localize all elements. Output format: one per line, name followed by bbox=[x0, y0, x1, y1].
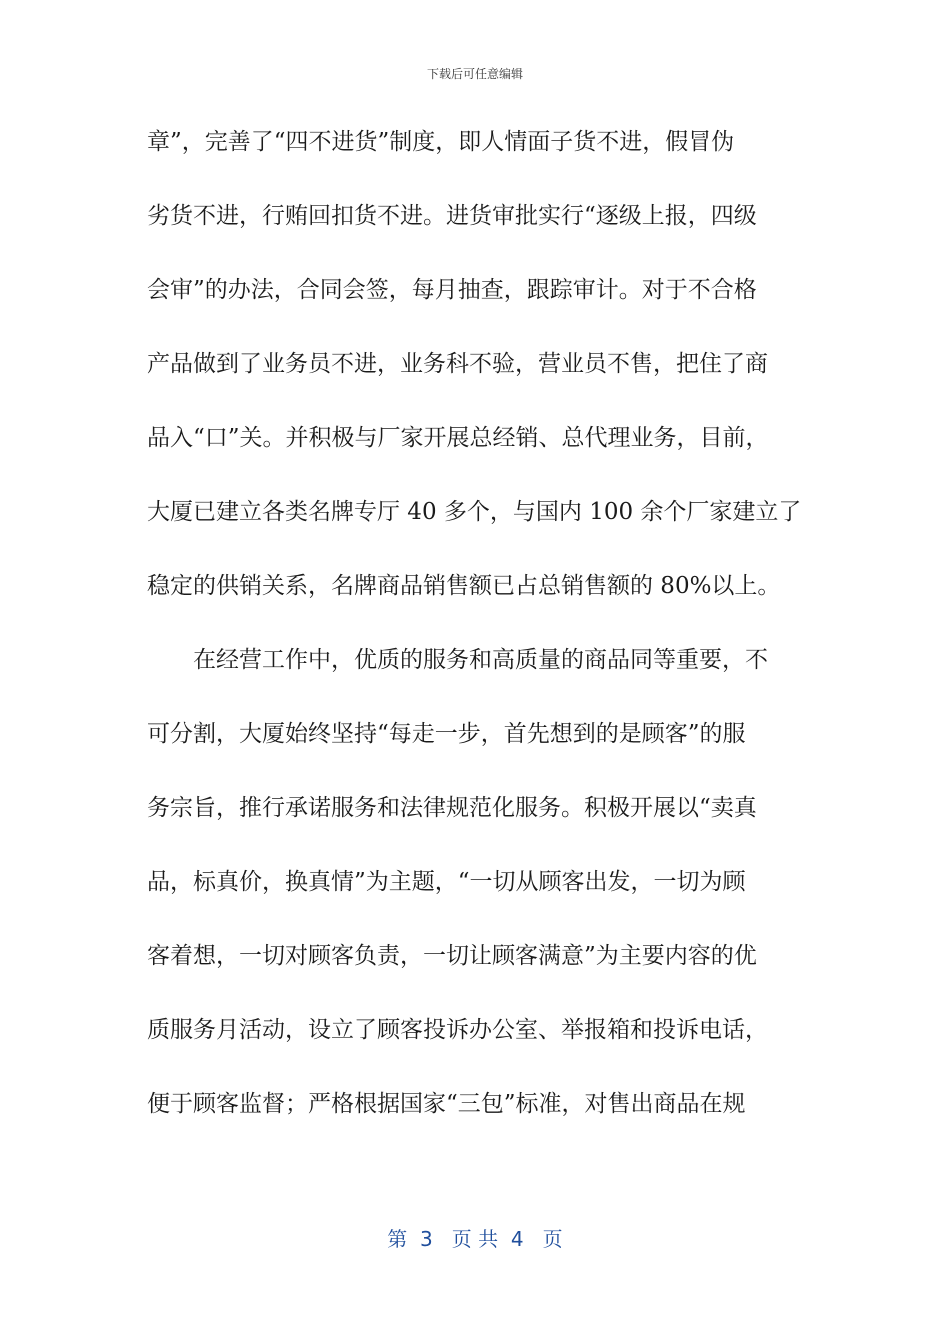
paragraph-2-line-1: 在经营工作中，优质的服务和高质量的商品同等重要，不 bbox=[193, 647, 768, 673]
paragraph-2-line-4: 品，标真价，换真情”为主题，“一切从顾客出发，一切为顾 bbox=[147, 869, 746, 895]
page-number-footer: 第 3 页 共 4 页 bbox=[387, 1227, 563, 1251]
paragraph-2-line-6: 质服务月活动，设立了顾客投诉办公室、举报箱和投诉电话， bbox=[147, 1017, 768, 1043]
paragraph-1-line-1: 章”，完善了“四不进货”制度，即人情面子货不进，假冒伪 bbox=[147, 129, 735, 155]
page-header: 下载后可任意编辑 bbox=[426, 67, 523, 81]
paragraph-2-line-2: 可分割，大厦始终坚持“每走一步，首先想到的是顾客”的服 bbox=[147, 721, 746, 747]
paragraph-2-line-3: 务宗旨，推行承诺服务和法律规范化服务。积极开展以“卖真 bbox=[147, 795, 757, 821]
paragraph-1-line-3: 会审”的办法，合同会签，每月抽查，跟踪审计。对于不合格 bbox=[147, 277, 757, 303]
paragraph-1-line-4: 产品做到了业务员不进，业务科不验，营业员不售，把住了商 bbox=[147, 351, 768, 377]
paragraph-2-line-7: 便于顾客监督；严格根据国家“三包”标准，对售出商品在规 bbox=[147, 1091, 746, 1117]
paragraph-2-line-5: 客着想，一切对顾客负责，一切让顾客满意”为主要内容的优 bbox=[147, 943, 757, 969]
paragraph-1-line-6: 大厦已建立各类名牌专厅 40 多个，与国内 100 余个厂家建立了 bbox=[147, 499, 802, 525]
paragraph-1-line-5: 品入“口”关。并积极与厂家开展总经销、总代理业务，目前， bbox=[147, 425, 769, 451]
paragraph-1-line-7: 稳定的供销关系，名牌商品销售额已占总销售额的 80%以上。 bbox=[147, 573, 781, 599]
paragraph-1-line-2: 劣货不进，行贿回扣货不进。进货审批实行“逐级上报，四级 bbox=[147, 203, 757, 229]
